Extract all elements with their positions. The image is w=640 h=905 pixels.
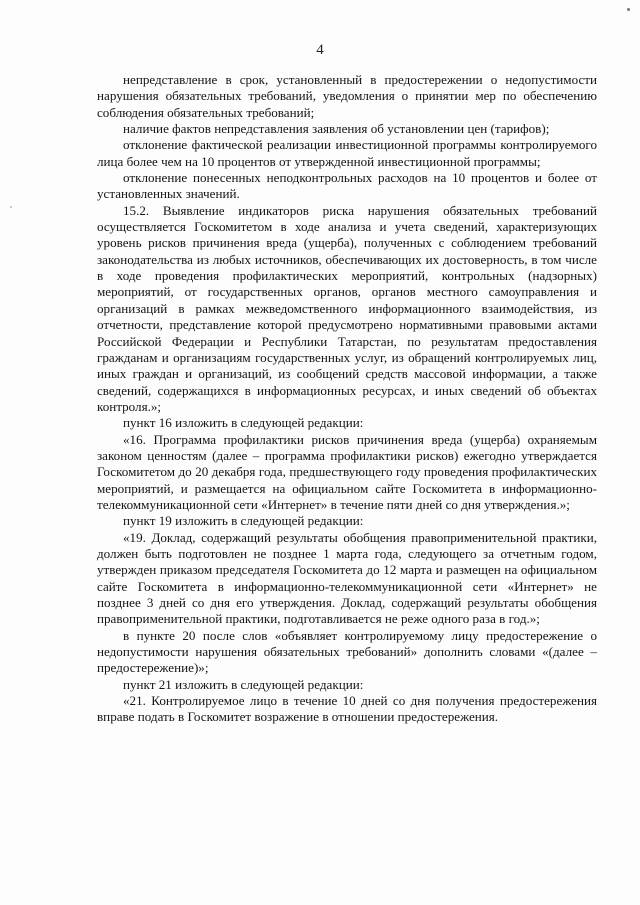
paragraph: 15.2. Выявление индикаторов риска нарушения обязательных требований осуществляется Госкомитетом в ходе анализа и учета сведений, характеризующих уровень рисков причинения вреда (ущерба), полученных с соблюдением требований законодательства из любых источников, обеспечивающих их достоверность, в том числе в ходе проведения профилактических мероприятий, контрольных (надзорных) мероприятий, от государственных органов, органов местного самоуправления и организаций в рамках межведомственного информационного взаимодействия, из отчетности, представление которой предусмотрено нормативными правовыми актами Российской Федерации и Республики Татарстан, по результатам предоставления гражданам и организациям государственных услуг, из обращений контролируемых лиц, иных граждан и организаций, из сообщений средств массовой информации, а также сведений, содержащихся в информационных ресурсах, и иных сведений об объектах контроля.»;: [97, 202, 597, 414]
paragraph: «16. Программа профилактики рисков причинения вреда (ущерба) охраняемым законом ценностям (далее – программа профилактики рисков) ежегодно утверждается Госкомитетом до 20 декабря года, предшествующего году проведения профилактических мероприятий, и размещается на официальном сайте Госкомитета в информационно-телекоммуникационной сети «Интернет» в течение пяти дней со дня утверждения.»;: [97, 431, 597, 512]
paragraph: в пункте 20 после слов «объявляет контролируемому лицу предостережение о недопустимости нарушения обязательных требований» дополнить словами «(далее – предостережение)»;: [97, 627, 597, 676]
paragraph: пункт 21 изложить в следующей редакции:: [123, 676, 364, 692]
scan-speck: [10, 206, 12, 208]
paragraph: отклонение фактической реализации инвестиционной программы контролируемого лица более чем на 10 процентов от утвержденной инвестиционной программы;: [97, 137, 597, 169]
paragraph: пункт 19 изложить в следующей редакции:: [123, 513, 364, 529]
paragraph: отклонение понесенных неподконтрольных расходов на 10 процентов и более от установленных значений.: [97, 170, 597, 202]
document-body: [97, 72, 597, 726]
page-number: 4: [316, 42, 324, 58]
scan-speck: [627, 8, 630, 11]
paragraph: пункт 16 изложить в следующей редакции:: [123, 415, 364, 431]
paragraph: наличие фактов непредставления заявления об установлении цен (тарифов);: [123, 121, 550, 137]
paragraph: «19. Доклад, содержащий результаты обобщения правоприменительной практики, должен быть подготовлен не позднее 1 марта года, следующего за отчетным годом, утвержден приказом председателя Госкомитета до 12 марта и размещен на официальном сайте Госкомитета в информационно-телекоммуникационной сети «Интернет» не позднее 3 дней со дня его утверждения. Доклад, содержащий результаты обобщения правоприменительной практики, подготавливается не реже одного раза в год.»;: [97, 529, 597, 627]
paragraph: «21. Контролируемое лицо в течение 10 дней со дня получения предостережения вправе подать в Госкомитет возражение в отношении предостережения.: [97, 693, 597, 725]
paragraph: непредставление в срок, установленный в предостережении о недопустимости нарушения обязательных требований, уведомления о принятии мер по обеспечению соблюдения обязательных требований;: [97, 72, 597, 120]
